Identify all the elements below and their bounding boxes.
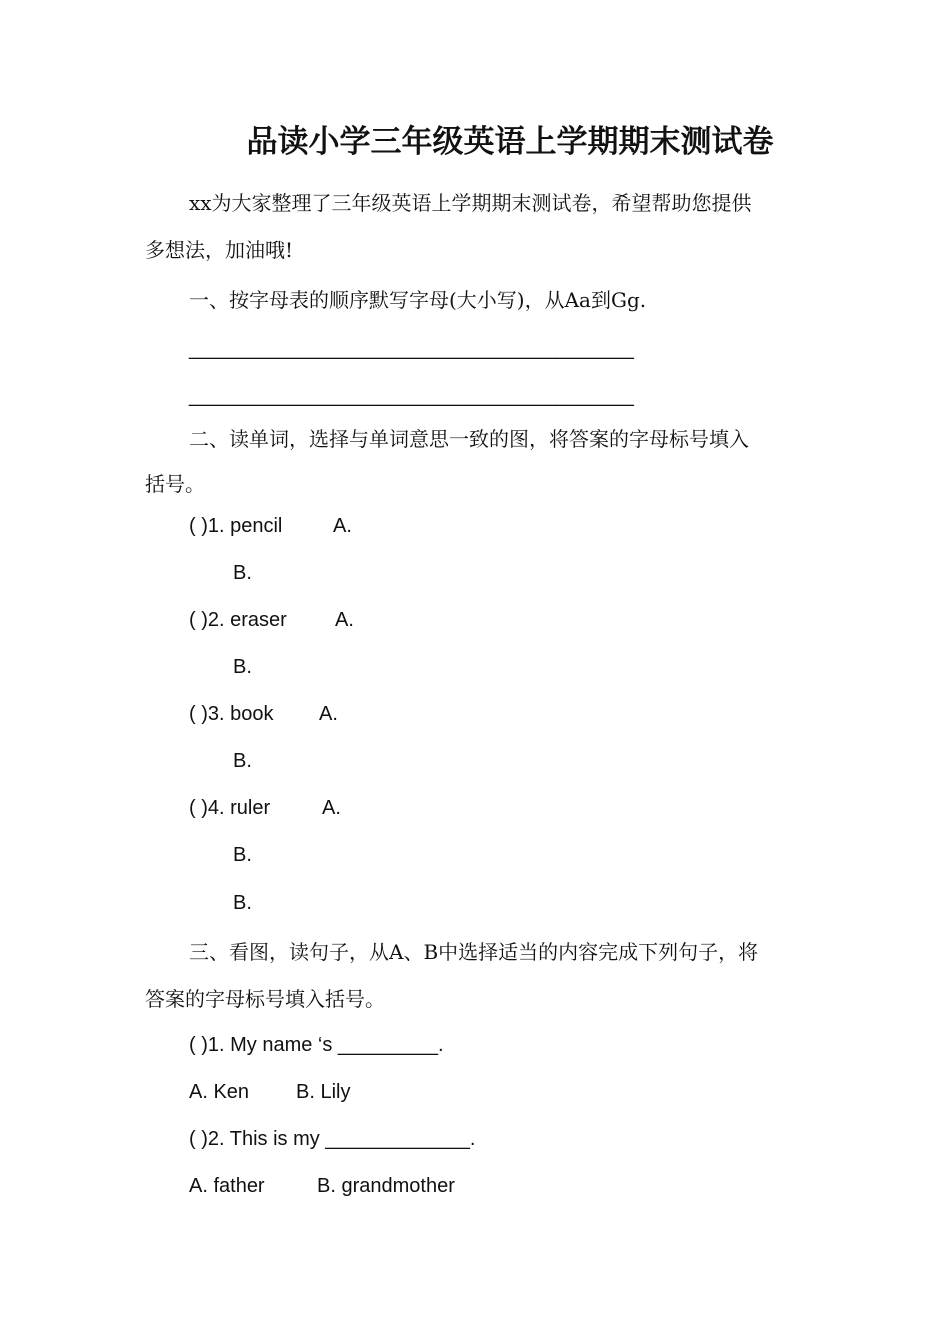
section-3-heading-line-1: 三、看图，读句子，从A、B中选择适当的内容完成下列句子，将	[189, 940, 759, 964]
section-2-heading-line-2: 括号。	[145, 472, 205, 496]
answer-blank-1: ________________________________________	[189, 338, 634, 360]
s2-q3-option-b: B.	[233, 750, 252, 772]
s2-question-2: ( )2. eraser	[189, 609, 287, 631]
s3-q2-option-a: A. father	[189, 1175, 265, 1197]
s2-q1-option-b: B.	[233, 562, 252, 584]
intro-line-2: 多想法，加油哦!	[145, 238, 294, 262]
s3-question-2: ( )2. This is my _____________.	[189, 1128, 476, 1150]
document-title: 品读小学三年级英语上学期期末测试卷	[246, 124, 774, 160]
section-3-heading-line-2: 答案的字母标号填入括号。	[145, 987, 385, 1011]
s3-q2-option-b: B. grandmother	[317, 1175, 455, 1197]
section-1-heading: 一、按字母表的顺序默写字母(大小写)，从Aa到Gg.	[189, 288, 647, 312]
s2-question-4: ( )4. ruler	[189, 797, 271, 819]
s2-q2-option-a: A.	[335, 609, 354, 631]
s2-q4-option-a: A.	[322, 797, 341, 819]
s3-q1-option-a: A. Ken	[189, 1081, 250, 1103]
s2-question-3: ( )3. book	[189, 703, 274, 725]
s3-q1-option-b: B. Lily	[296, 1081, 351, 1103]
s2-q2-option-b: B.	[233, 656, 252, 678]
s2-q1-option-a: A.	[333, 515, 352, 537]
s2-extra-option: B.	[233, 892, 252, 914]
answer-blank-2: ________________________________________	[189, 385, 634, 407]
intro-line-1: xx为大家整理了三年级英语上学期期末测试卷，希望帮助您提供	[189, 191, 752, 215]
s2-q4-option-b: B.	[233, 844, 252, 866]
section-2-heading-line-1: 二、读单词，选择与单词意思一致的图，将答案的字母标号填入	[189, 427, 749, 451]
s2-q3-option-a: A.	[319, 703, 338, 725]
s2-question-1: ( )1. pencil	[189, 515, 283, 537]
s3-question-1: ( )1. My name ‘s _________.	[189, 1034, 444, 1056]
